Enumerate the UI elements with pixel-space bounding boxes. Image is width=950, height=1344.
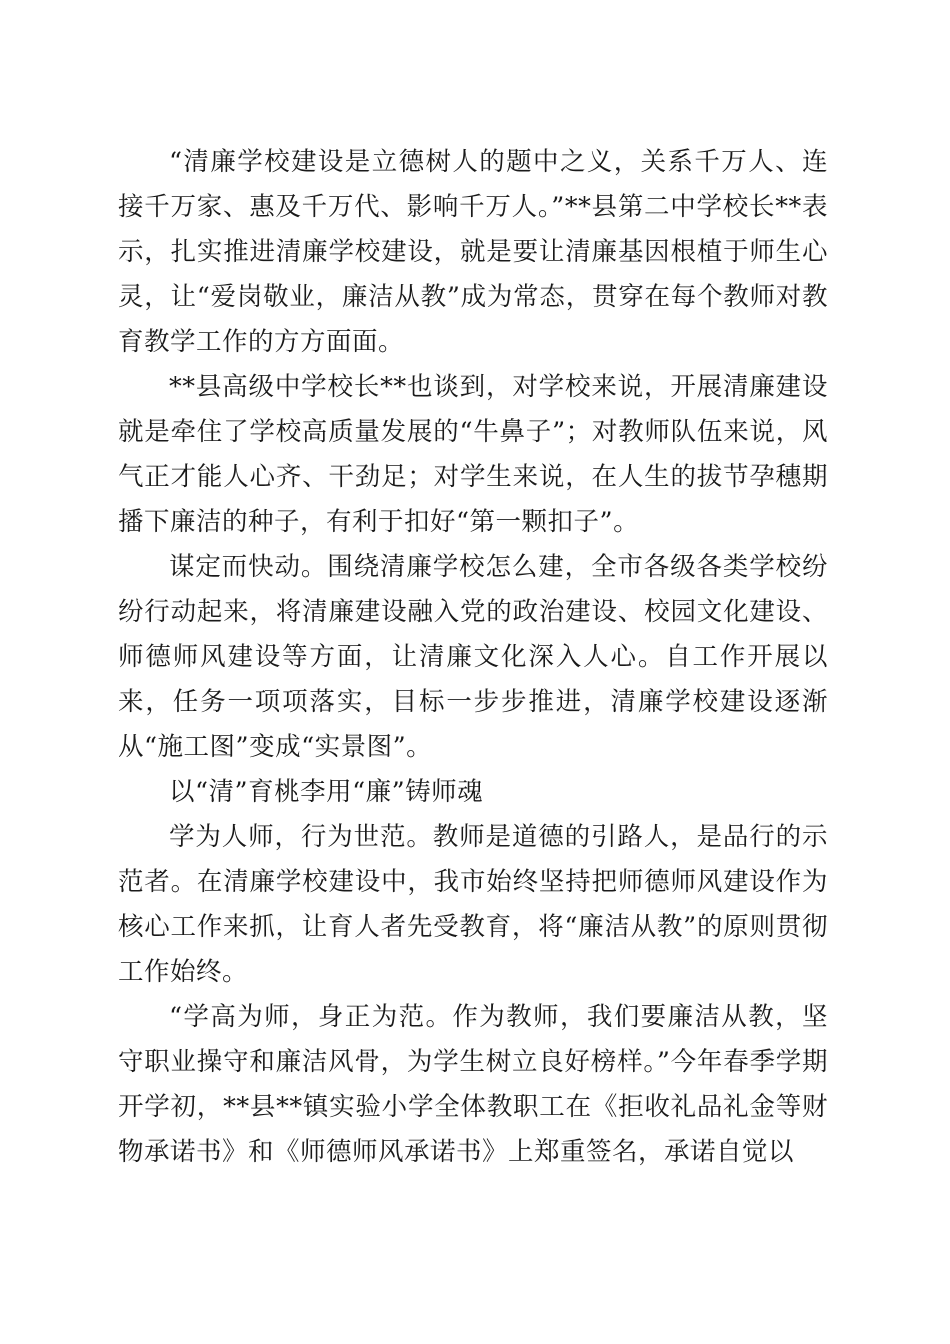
document-body: [118, 140, 828, 1175]
paragraph-1: “清廉学校建设是立德树人的题中之义，关系千万人、连接千万家、惠及千万代、影响千万人。”**县第二中学校长**表示，扎实推进清廉学校建设，就是要让清廉基因根植于师生心灵，让“爱岗敬业，廉洁从教”成为常态，贯穿在每个教师对教育教学工作的方方面面。: [118, 147, 828, 357]
section-heading: 以“清”育桃李用“廉”铸师魂: [169, 777, 484, 807]
paragraph-5: “学高为师，身正为范。作为教师，我们要廉洁从教，坚守职业操守和廉洁风骨，为学生树立良好榜样。”今年春季学期开学初，**县**镇实验小学全体教职工在《拒收礼品礼金等财物承诺书》和《师德师风承诺书》上郑重签名，承诺自觉以: [118, 1002, 828, 1167]
paragraph-3: 谋定而快动。围绕清廉学校怎么建，全市各级各类学校纷纷行动起来，将清廉建设融入党的政治建设、校园文化建设、师德师风建设等方面，让清廉文化深入人心。自工作开展以来，任务一项项落实，目标一步步推进，清廉学校建设逐渐从“施工图”变成“实景图”。: [118, 552, 828, 762]
paragraph-2: **县高级中学校长**也谈到，对学校来说，开展清廉建设就是牵住了学校高质量发展的“牛鼻子”；对教师队伍来说，风气正才能人心齐、干劲足；对学生来说，在人生的拔节孕穗期播下廉洁的种子，有利于扣好“第一颗扣子”。: [118, 372, 828, 537]
paragraph-4: 学为人师，行为世范。教师是道德的引路人，是品行的示范者。在清廉学校建设中，我市始终坚持把师德师风建设作为核心工作来抓，让育人者先受教育，将“廉洁从教”的原则贯彻工作始终。: [118, 822, 828, 987]
